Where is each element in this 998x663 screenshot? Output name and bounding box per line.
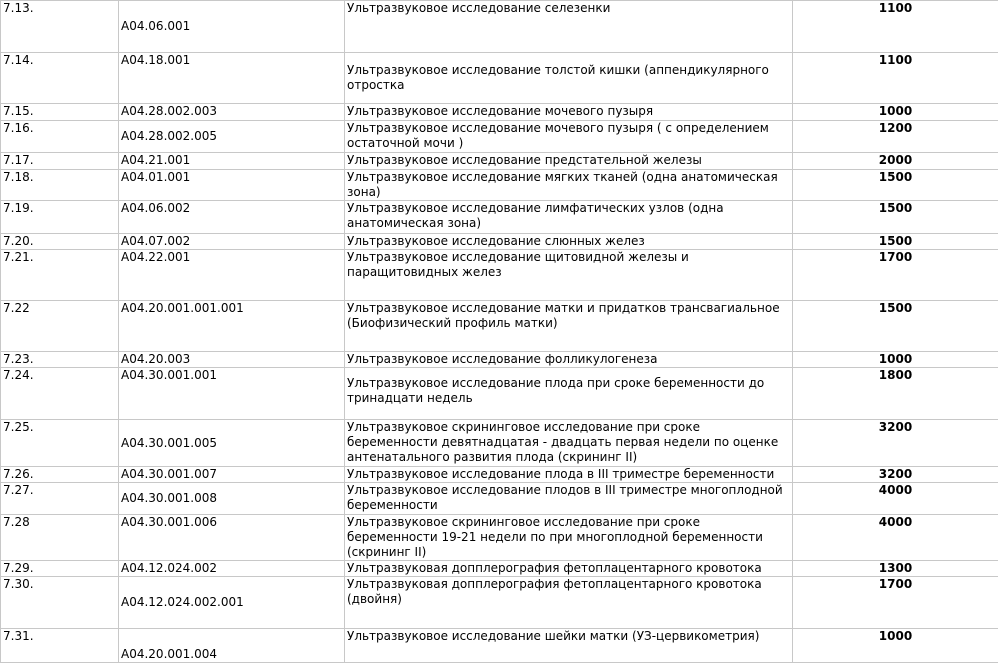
service-name: Ультразвуковая допплерография фетоплацентарного кровотока: [345, 561, 793, 577]
row-number: 7.28: [1, 515, 119, 561]
table-row: [1, 352, 998, 368]
service-code: A04.30.001.008: [119, 483, 345, 515]
table-row: [1, 577, 998, 629]
service-price: 4000: [793, 515, 998, 561]
table-row: [1, 483, 998, 515]
row-number: 7.25.: [1, 420, 119, 467]
service-name: Ультразвуковое скрининговое исследование при сроке беременности 19-21 недели по при многоплодной беременности (скрининг II): [345, 515, 793, 561]
service-name: Ультразвуковое исследование слюнных желез: [345, 234, 793, 250]
row-number: 7.26.: [1, 467, 119, 483]
table-row: [1, 201, 998, 234]
service-code: A04.28.002.005: [119, 121, 345, 153]
table-row: [1, 53, 998, 104]
table-row: [1, 1, 998, 53]
row-number: 7.18.: [1, 170, 119, 201]
service-price: 1300: [793, 561, 998, 577]
service-code: A04.18.001: [119, 53, 345, 104]
service-price: 1700: [793, 250, 998, 301]
service-name: Ультразвуковое исследование фолликулогенеза: [345, 352, 793, 368]
row-number: 7.15.: [1, 104, 119, 121]
row-number: 7.24.: [1, 368, 119, 420]
service-code: A04.20.003: [119, 352, 345, 368]
table-row: [1, 121, 998, 153]
service-price: 2000: [793, 153, 998, 170]
service-name: Ультразвуковое исследование толстой кишки (аппендикулярного отростка: [345, 53, 793, 104]
table-row: [1, 368, 998, 420]
service-price: 1700: [793, 577, 998, 629]
row-number: 7.14.: [1, 53, 119, 104]
row-number: 7.29.: [1, 561, 119, 577]
service-name: Ультразвуковое исследование плода в III триместре беременности: [345, 467, 793, 483]
table-row: [1, 420, 998, 467]
service-name: Ультразвуковая допплерография фетоплацентарного кровотока (двойня): [345, 577, 793, 629]
service-name: Ультразвуковое исследование селезенки: [345, 1, 793, 53]
service-name: Ультразвуковое исследование матки и придатков трансвагиальное (Биофизический профиль матки): [345, 301, 793, 352]
row-number: 7.30.: [1, 577, 119, 629]
service-price: 1500: [793, 301, 998, 352]
row-number: 7.27.: [1, 483, 119, 515]
table-row: [1, 515, 998, 561]
service-price: 3200: [793, 420, 998, 467]
row-number: 7.13.: [1, 1, 119, 53]
service-name: Ультразвуковое исследование мочевого пузыря: [345, 104, 793, 121]
service-price: 1500: [793, 170, 998, 201]
table-row: [1, 104, 998, 121]
service-price: 1000: [793, 629, 998, 663]
row-number: 7.17.: [1, 153, 119, 170]
service-name: Ультразвуковое исследование плода при сроке беременности до тринадцати недель: [345, 368, 793, 420]
row-number: 7.20.: [1, 234, 119, 250]
service-price: 1100: [793, 1, 998, 53]
service-price: 1000: [793, 104, 998, 121]
service-price: 1100: [793, 53, 998, 104]
row-number: 7.31.: [1, 629, 119, 663]
service-name: Ультразвуковое исследование щитовидной железы и паращитовидных желез: [345, 250, 793, 301]
row-number: 7.16.: [1, 121, 119, 153]
service-code: A04.12.024.002: [119, 561, 345, 577]
service-code: A04.01.001: [119, 170, 345, 201]
table-row: [1, 170, 998, 201]
service-name: Ультразвуковое исследование лимфатических узлов (одна анатомическая зона): [345, 201, 793, 234]
service-code: A04.06.001: [119, 1, 345, 53]
service-name: Ультразвуковое скрининговое исследование при сроке беременности девятнадцатая - двадцать первая недели по оценке антенатального развития плода (скрининг II): [345, 420, 793, 467]
service-price: 1200: [793, 121, 998, 153]
service-code: A04.12.024.002.001: [119, 577, 345, 629]
table-row: [1, 467, 998, 483]
service-code: A04.07.002: [119, 234, 345, 250]
service-code: A04.06.002: [119, 201, 345, 234]
service-name: Ультразвуковое исследование шейки матки (УЗ-цервикометрия): [345, 629, 793, 663]
table-row: [1, 301, 998, 352]
table-row: [1, 561, 998, 577]
service-code: A04.22.001: [119, 250, 345, 301]
service-code: A04.20.001.001.001: [119, 301, 345, 352]
service-name: Ультразвуковое исследование предстательной железы: [345, 153, 793, 170]
service-code: A04.30.001.007: [119, 467, 345, 483]
table-row: [1, 629, 998, 663]
service-code: A04.30.001.001: [119, 368, 345, 420]
service-price: 1500: [793, 201, 998, 234]
service-code: A04.21.001: [119, 153, 345, 170]
service-code: A04.20.001.004: [119, 629, 345, 663]
service-price: 4000: [793, 483, 998, 515]
service-name: Ультразвуковое исследование мочевого пузыря ( с определением остаточной мочи ): [345, 121, 793, 153]
row-number: 7.21.: [1, 250, 119, 301]
service-price: 1500: [793, 234, 998, 250]
service-price: 1000: [793, 352, 998, 368]
service-price: 1800: [793, 368, 998, 420]
row-number: 7.23.: [1, 352, 119, 368]
table-row: [1, 250, 998, 301]
row-number: 7.19.: [1, 201, 119, 234]
service-code: A04.28.002.003: [119, 104, 345, 121]
service-code: A04.30.001.005: [119, 420, 345, 467]
row-number: 7.22: [1, 301, 119, 352]
table-row: [1, 234, 998, 250]
service-code: A04.30.001.006: [119, 515, 345, 561]
service-name: Ультразвуковое исследование плодов в III триместре многоплодной беременности: [345, 483, 793, 515]
service-name: Ультразвуковое исследование мягких тканей (одна анатомическая зона): [345, 170, 793, 201]
service-price: 3200: [793, 467, 998, 483]
table-row: [1, 153, 998, 170]
